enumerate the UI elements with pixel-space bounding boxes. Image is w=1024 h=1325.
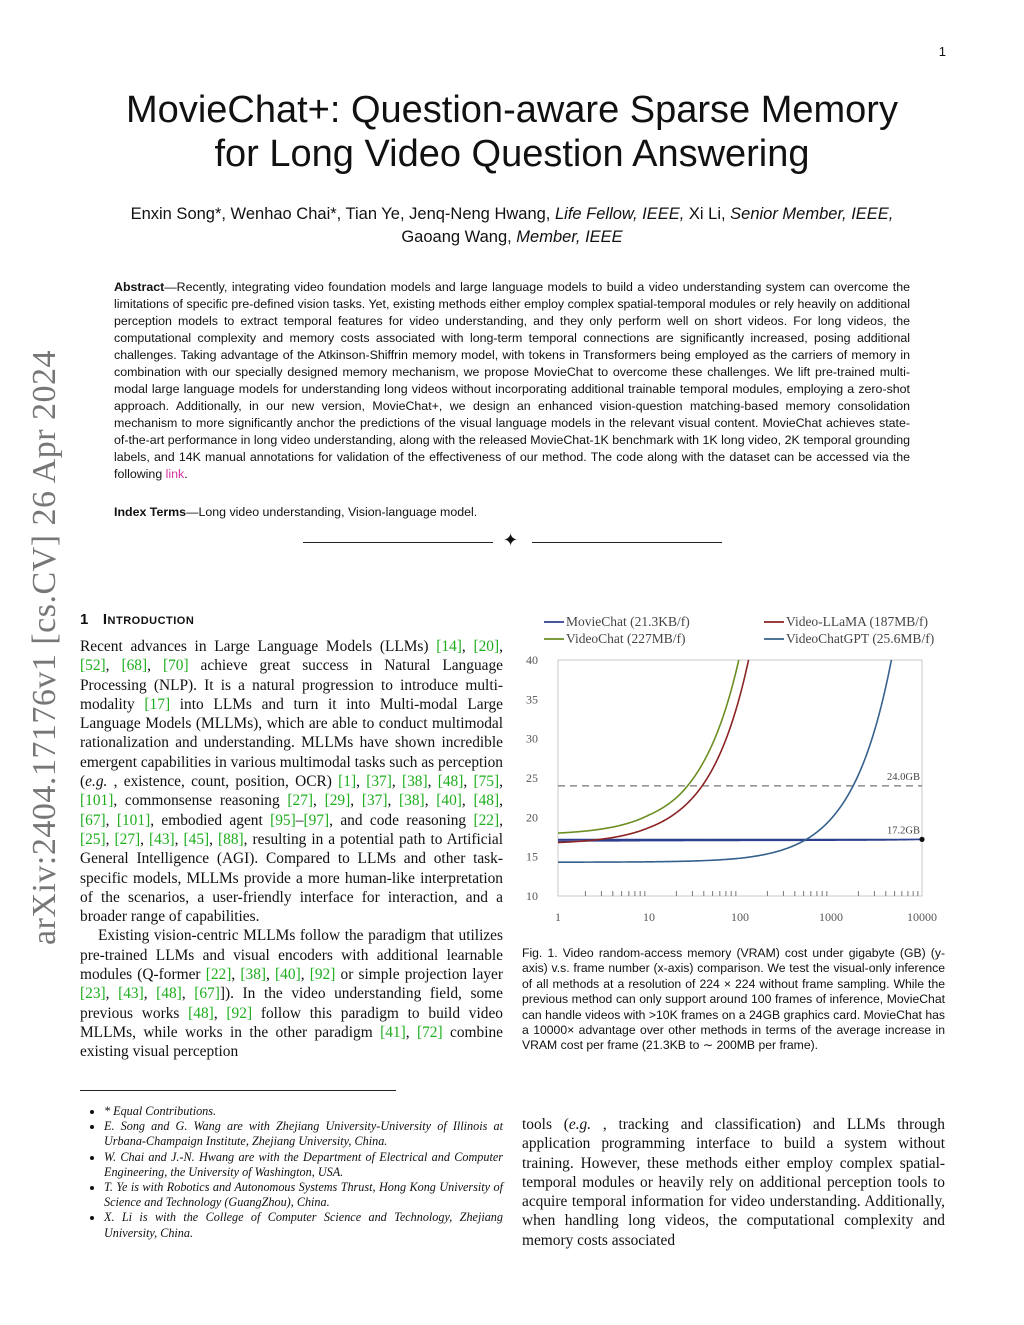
footnote-item: • W. Chai and J.-N. Hwang are with the Department of Electrical and Computer Engineering, the University of Washington, USA. (104, 1150, 503, 1180)
citation-link[interactable]: [75] (473, 773, 500, 791)
citation-link[interactable]: [67] (80, 811, 106, 829)
section-number: 1 (80, 611, 89, 628)
body-text: , (461, 792, 474, 810)
body-text: e.g. (85, 773, 108, 791)
author-title: Member, IEEE (516, 228, 623, 246)
citation-link[interactable]: [40] (436, 792, 462, 810)
x-tick-label: 10 (643, 910, 655, 924)
reference-line-label: 17.2GB (887, 825, 920, 837)
footnotes (80, 1104, 503, 1241)
reference-line-label: 24.0GB (887, 771, 920, 783)
citation-link[interactable]: [23] (80, 985, 106, 1003)
citation-link[interactable]: [72] (416, 1023, 443, 1041)
citation-link[interactable]: [41] (380, 1023, 406, 1041)
x-tick-label: 1000 (819, 910, 843, 924)
body-text: e.g. (568, 1116, 592, 1133)
legend-label: MovieChat (21.3KB/f) (566, 614, 690, 629)
body-text: , (174, 830, 184, 848)
series-line (558, 643, 895, 862)
body-text: , tracking and classification) and LLMs through application programming interface to build a system without training. However, these methods either employ complex spatial-temporal modules or heavily rely on additional perception tools to acquire temporal information for video understanding. Additionally, when handling long videos, the computational complexity and memory costs associated (522, 1116, 945, 1249)
citation-link[interactable]: [27] (114, 830, 141, 848)
body-text: , (356, 773, 367, 791)
footnote-item: • E. Song and G. Wang are with Zhejiang University-University of Illinois at Urbana-Champaign Institute, Zhejiang University, China. (104, 1119, 503, 1149)
citation-link[interactable]: [70] (162, 657, 189, 675)
x-tick-label: 1 (555, 910, 561, 924)
body-text: , (140, 830, 149, 848)
x-tick-label: 10000 (907, 910, 937, 924)
citation-link[interactable]: [52] (80, 657, 106, 675)
authors-text: Gaoang Wang, (401, 228, 517, 246)
citation-link[interactable]: [48] (473, 792, 500, 810)
citation-link[interactable]: [101] (116, 811, 151, 829)
footnote-item: • X. Li is with the College of Computer Science and Technology, Zhejiang University, China. (104, 1210, 503, 1240)
body-text: , (143, 985, 157, 1003)
index-terms-label: Index Terms (114, 505, 187, 519)
vram-chart (518, 608, 950, 930)
separator-rule-right (532, 542, 722, 543)
body-text: , (499, 792, 503, 810)
citation-link[interactable]: [97] (303, 811, 330, 829)
body-text: , (209, 830, 218, 848)
citation-link[interactable]: [37] (366, 773, 392, 791)
index-terms (114, 505, 910, 519)
citation-link[interactable]: [29] (324, 792, 351, 810)
body-text: combine existing visual perception (80, 1023, 504, 1061)
citation-link[interactable]: [22] (205, 966, 232, 984)
citation-link[interactable]: [68] (121, 657, 148, 675)
citation-link[interactable]: [1] (338, 773, 357, 791)
body-text: , (405, 1023, 417, 1041)
body-text: , (387, 792, 400, 810)
y-tick-label: 20 (526, 810, 538, 825)
footnote-item: • T. Ye is with Robotics and Autonomous Systems Thrust, Hong Kong University of Science and Technology (GuangZhou), China. (104, 1180, 503, 1210)
citation-link[interactable]: [40] (275, 966, 301, 984)
body-text: tools ( (522, 1116, 569, 1133)
body-text: , (313, 792, 325, 810)
body-text: , embodied agent (150, 811, 271, 829)
figure-caption: Fig. 1. Video random-access memory (VRAM) cost under gigabyte (GB) (y-axis) v.s. frame number (x-axis) comparison. We test the visual-only inference of all methods at a resolution of 224 × 224 without frame sampling. While the previous method can only support around 100 frames of inference, MovieChat can handle videos with >10K frames on a 24GB graphics card. MovieChat has a 10000× advantage over other methods in terms of the average increase in VRAM cost per frame (21.3KB to ∼ 200MB per frame). (522, 946, 945, 1053)
citation-link[interactable]: [38] (401, 773, 428, 791)
body-text: into LLMs and turn it into Multi-modal Large Language Models (MLLMs), which are able to conduct multimodal rationalization and understanding. MLLMs have shown incredible emergent capabilities in various multimodal tasks such as perception ( (80, 695, 503, 791)
body-text: , (105, 830, 115, 848)
arxiv-stamp: arXiv:2404.17176v1 [cs.CV] 26 Apr 2024 (26, 349, 63, 945)
series-endpoint (919, 837, 924, 842)
legend-label: Video-LLaMA (187MB/f) (786, 614, 929, 629)
body-text: ]). In the video understanding field, some previous works (80, 985, 503, 1022)
body-text: , (105, 811, 117, 829)
body-text: , (499, 638, 503, 655)
citation-link[interactable]: [25] (80, 830, 106, 848)
body-text: – (295, 811, 304, 829)
footnote-item: • * Equal Contributions. (104, 1104, 503, 1119)
body-text: , resulting in a potential path to Artificial General Intelligence (AGI). Compared to LLMs and other task-specific models, MLLMs provide a more human-like interpretation of the scenarios, a user-friendly interface for interaction, and a broader range of capabilities. (80, 830, 503, 926)
citation-link[interactable]: [38] (399, 792, 425, 810)
y-tick-label: 35 (526, 692, 538, 707)
citation-link[interactable]: [48] (188, 1004, 214, 1022)
intro-paragraph-2 (80, 926, 503, 1061)
body-text: , (350, 792, 362, 810)
y-tick-label: 25 (526, 771, 538, 785)
code-link[interactable]: link (165, 467, 185, 481)
citation-link[interactable]: [20] (473, 638, 500, 655)
body-text: , (231, 966, 241, 984)
index-terms-text: —Long video understanding, Vision-language model. (186, 505, 478, 519)
citation-link[interactable]: [37] (361, 792, 388, 810)
body-text: , (105, 657, 122, 675)
citation-link[interactable]: [43] (118, 985, 144, 1003)
y-tick-label: 15 (526, 849, 538, 864)
body-text: , (463, 773, 474, 791)
y-tick-label: 10 (526, 889, 538, 903)
citation-link[interactable]: [48] (156, 985, 182, 1003)
body-text: , (499, 773, 503, 791)
citation-link[interactable]: [101] (80, 792, 114, 810)
citation-link[interactable]: [67] (194, 985, 220, 1003)
authors-text: Enxin Song*, Wenhao Chai*, Tian Ye, Jenq-Neng Hwang, (130, 205, 555, 223)
author-title: Senior Member, IEEE, (730, 205, 894, 223)
body-text: , (266, 966, 276, 984)
section-heading (80, 611, 194, 628)
citation-link[interactable]: [48] (437, 773, 464, 791)
citation-link[interactable]: [45] (183, 830, 210, 848)
citation-link[interactable]: [88] (218, 830, 244, 848)
citation-link[interactable]: [27] (287, 792, 314, 810)
body-text: , (213, 1004, 227, 1022)
separator-rule-left (303, 542, 493, 543)
citation-link[interactable]: [43] (149, 830, 175, 848)
section-title: Introduction (102, 611, 195, 628)
body-text: , (427, 773, 438, 791)
body-text: or simple projection layer (335, 966, 504, 984)
citation-link[interactable]: [92] (309, 966, 336, 984)
body-text: Existing vision-centric MLLMs follow the paradigm that utilizes pre-trained LLMs and visual encoders with additional learnable modules (Q-former (80, 927, 503, 984)
abstract-label: Abstract (114, 280, 165, 294)
body-text: , and code reasoning (329, 811, 474, 829)
body-text: , (461, 638, 474, 655)
body-text: , (147, 657, 163, 675)
authors-text: Xi Li, (684, 205, 731, 223)
body-text: , existence, count, position, OCR) (107, 773, 339, 791)
legend-label: VideoChat (227MB/f) (566, 631, 686, 646)
title-line-2: for Long Video Question Answering (214, 133, 810, 175)
body-text: , (424, 792, 437, 810)
citation-link[interactable]: [38] (240, 966, 267, 984)
citation-link[interactable]: [14] (436, 638, 462, 655)
section-separator (0, 530, 1024, 550)
citation-link[interactable]: [92] (226, 1004, 253, 1022)
y-tick-label: 30 (526, 731, 538, 746)
body-text: , (300, 966, 310, 984)
author-title: Life Fellow, IEEE, (554, 205, 685, 223)
separator-star-icon: ✦ (503, 530, 519, 550)
abstract-end: . (184, 467, 188, 481)
right-column-text (522, 1115, 945, 1250)
intro-paragraph-1 (80, 637, 503, 926)
author-list (80, 203, 944, 249)
citation-link[interactable]: [95] (270, 811, 296, 829)
body-text: , commonsense reasoning (113, 792, 288, 810)
body-text: Recent advances in Large Language Models (LLMs) (80, 638, 437, 655)
abstract (114, 279, 910, 483)
body-text: , (181, 985, 195, 1003)
citation-link[interactable]: [22] (473, 811, 500, 829)
body-text: , (499, 811, 503, 829)
legend-label: VideoChatGPT (25.6MB/f) (786, 631, 935, 646)
body-text: achieve great success in Natural Language Processing (NLP). It is a natural progression to introduce multi-modality (80, 657, 504, 713)
body-text: , (105, 985, 119, 1003)
y-tick-label: 40 (526, 653, 538, 667)
body-text: , (391, 773, 402, 791)
intro-column (80, 637, 503, 1062)
title-line-1: MovieChat+: Question-aware Sparse Memory (126, 89, 898, 131)
body-text: follow this paradigm to build video MLLMs, while works in the other paradigm (80, 1004, 503, 1041)
citation-link[interactable]: [17] (144, 695, 171, 713)
footnote-rule (80, 1090, 396, 1091)
abstract-text: —Recently, integrating video foundation models and large language models to build a video understanding system can overcome the limitations of specific pre-defined vision tasks. Yet, existing methods either employ complex spatial-temporal modules or rely heavily on additional perception models to extract temporal features for video understanding, and they only perform well on short videos. For long videos, the computational complexity and memory costs associated with long-term temporal connections are significantly increased, posing additional challenges. Taking advantage of the Atkinson-Shiffrin memory model, with tokens in Transformers being employed as the carriers of memory in combination with our specially designed memory mechanism, we propose MovieChat to overcome these challenges. We lift pre-trained multi-modal large language models for understanding long videos without incorporating additional trainable temporal modules, employing a zero-shot approach. Additionally, in our new version, MovieChat+, we design an enhanced vision-question matching-based memory consolidation mechanism to more significantly anchor the predictions of the visual language models in the relevant visual content. MovieChat achieves state-of-the-art performance in long video understanding, along with the released MovieChat-1K benchmark with 1K long video, 2K temporal grounding labels, and 14K manual annotations for validation of the effectiveness of our method. The code along with the dataset can be accessed via the following (114, 280, 910, 481)
paper-title (80, 88, 944, 176)
page-number: 1 (938, 44, 946, 59)
x-tick-label: 100 (731, 910, 749, 924)
